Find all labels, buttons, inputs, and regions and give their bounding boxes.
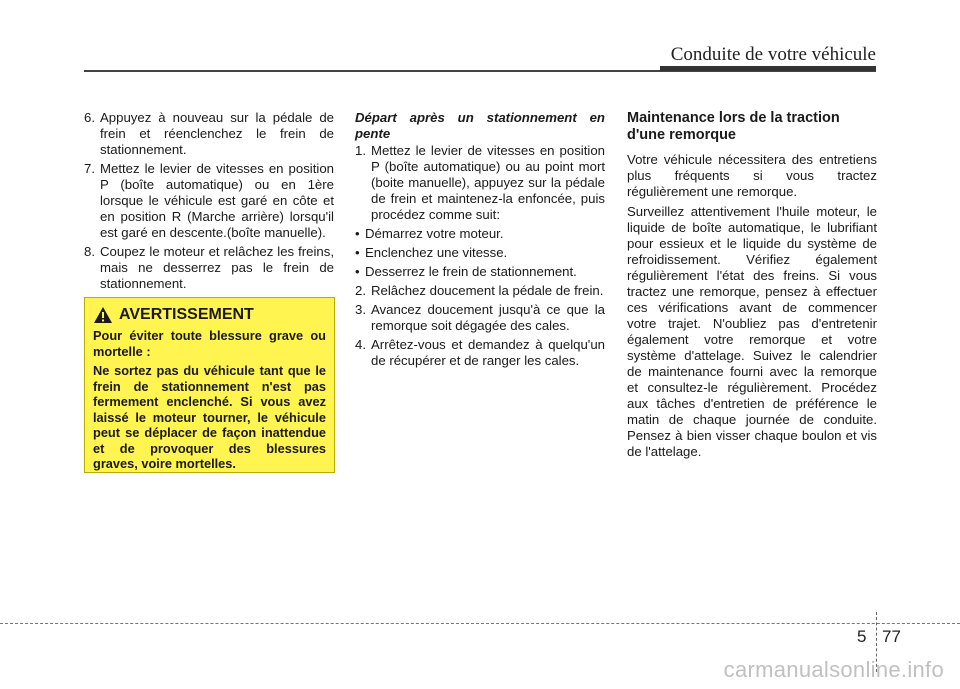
bullet-icon: • [355, 226, 360, 241]
item-number: 8. [84, 244, 95, 259]
item-number: 7. [84, 161, 95, 176]
bullet-text: Démarrez votre moteur. [365, 226, 504, 241]
item-number: 6. [84, 110, 95, 125]
item-number: 4. [355, 337, 366, 352]
column-middle [355, 110, 605, 372]
bullet-item [355, 245, 605, 261]
item-number: 3. [355, 302, 366, 317]
warning-body: Ne sortez pas du véhicule tant que le frein de stationnement n'est pas fermement enclenché. Si vous avez laissé le moteur tourner, le véhicule peut se déplacer de façon inattendue et de provoquer des blessures graves, voire mortelles. [93, 363, 326, 471]
column-left [84, 110, 334, 295]
header-accent-bar [660, 66, 876, 71]
list-item [355, 337, 605, 369]
warning-title-text: AVERTISSEMENT [119, 306, 254, 324]
page-number: 77 [882, 627, 901, 646]
item-text: Relâchez doucement la pédale de frein. [371, 283, 604, 298]
item-text: Arrêtez-vous et demandez à quelqu'un de récupérer et de ranger les cales. [371, 337, 605, 368]
watermark: carmanualsonline.info [723, 657, 944, 682]
warning-intro: Pour éviter toute blessure grave ou mortelle : [93, 328, 326, 359]
bullet-text: Enclenchez une vitesse. [365, 245, 508, 260]
footer-divider [0, 623, 960, 624]
section-heading: Maintenance lors de la traction d'une remorque [627, 110, 840, 143]
warning-title [93, 306, 326, 324]
item-text: Coupez le moteur et relâchez les freins, mais ne desserrez pas le frein de stationnement. [100, 244, 334, 291]
item-number: 2. [355, 283, 366, 298]
bullet-icon: • [355, 245, 360, 260]
list-item [355, 143, 605, 223]
section-title: Conduite de votre véhicule [670, 44, 876, 65]
bullet-item [355, 264, 605, 280]
item-text: Appuyez à nouveau sur la pédale de frein et réenclenchez le frein de stationnement. [100, 110, 334, 157]
warning-triangle-icon [93, 306, 113, 324]
list-item [84, 161, 334, 241]
column-right [627, 110, 877, 464]
paragraph: Votre véhicule nécessitera des entretiens plus fréquents si vous tractez régulièrement une remorque. [627, 152, 877, 199]
bullet-text: Desserrez le frein de stationnement. [365, 264, 577, 279]
subsection-heading: Départ après un stationnement en pente [355, 110, 605, 141]
item-text: Mettez le levier de vitesses en position P (boîte automatique) ou en 1ère lorsque le véhicule est garé en côte et en position R (Marche arrière) lorsqu'il est garé en descente.(boîte manuelle). [100, 161, 334, 240]
item-number: 1. [355, 143, 366, 158]
warning-box [84, 297, 335, 473]
item-text: Mettez le levier de vitesses en position P (boîte automatique) ou au point mort (boite manuelle), appuyez sur la pédale de frein et maintenez-la enfoncée, puis procédez comme suit: [371, 143, 605, 222]
paragraph: Surveillez attentivement l'huile moteur, le liquide de boîte automatique, le lubrifiant pour essieux et le liquide du système de refroidissement. Vérifiez également régulièrement l'état des freins. Si vous tractez une remorque, pensez à effectuer ces vérifications avant de commencer votre trajet. N'oubliez pas d'entretenir également votre remorque et votre système d'attelage. Suivez le calendrier de maintenance fourni avec la remorque et consultez-le régulièrement. Procédez aux tâches d'entretien de préférence le matin de chaque journée de conduite. Pensez à bien visser chaque boulon et vis de l'attelage. [627, 204, 877, 459]
item-text: Avancez doucement jusqu'à ce que la remorque soit dégagée des cales. [371, 302, 605, 333]
list-item [355, 302, 605, 334]
bullet-item [355, 226, 605, 242]
chapter-number: 5 [857, 627, 867, 646]
bullet-icon: • [355, 264, 360, 279]
list-item [84, 244, 334, 292]
list-item [84, 110, 334, 158]
list-item [355, 283, 605, 299]
